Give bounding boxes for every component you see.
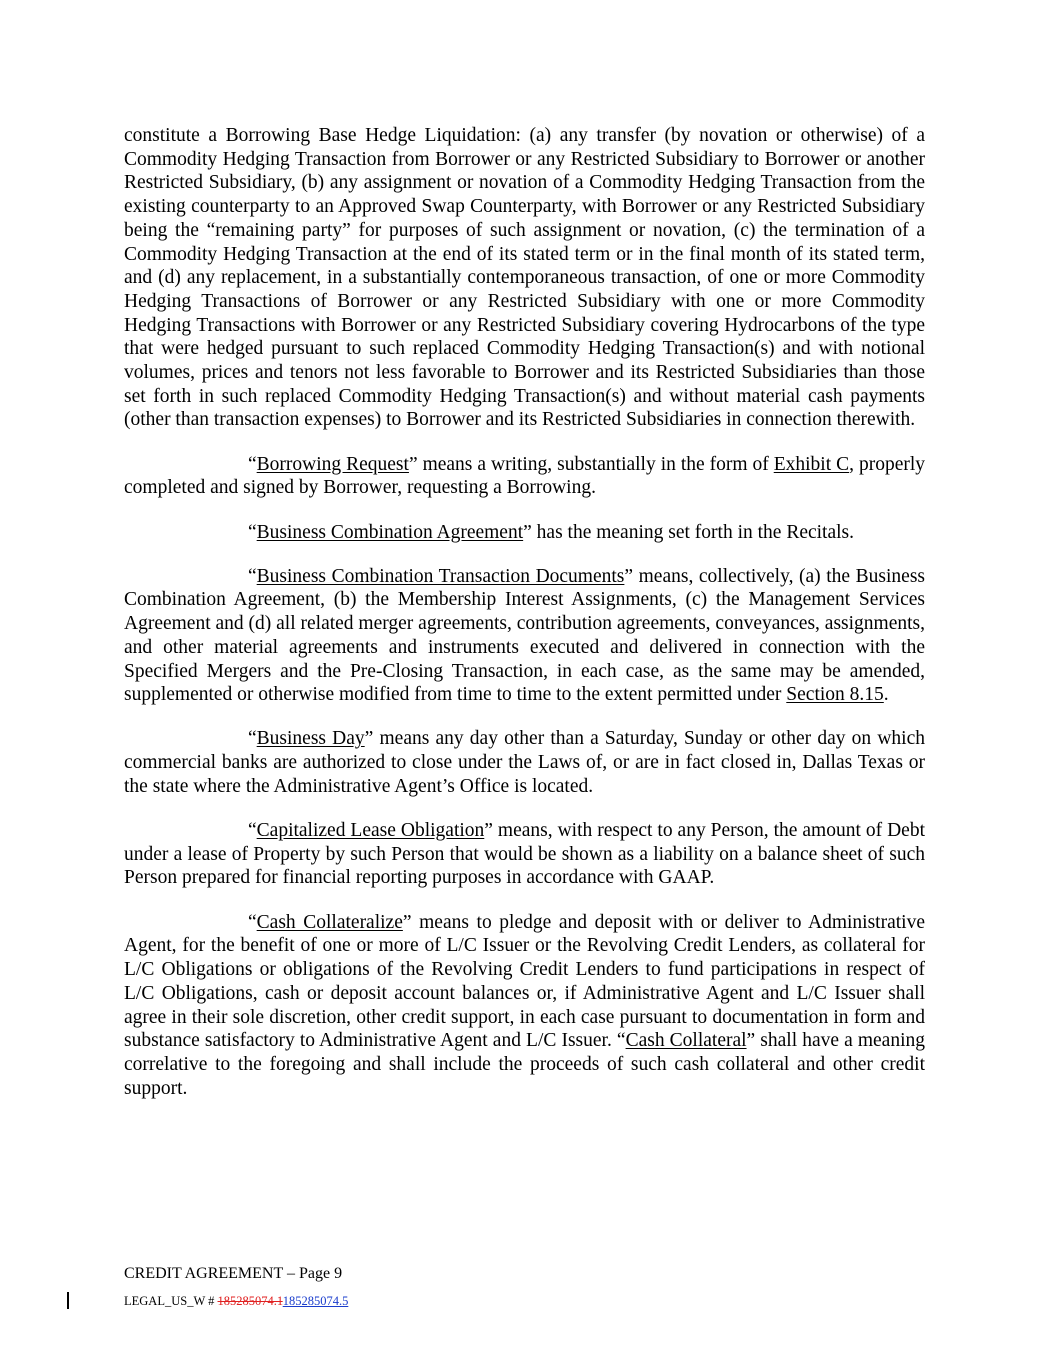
definition-text: ” shall have a meaning correlative to the foregoing and shall include the proceeds of such cash collateral and other credit support. [124,1030,925,1099]
definition-text: , properly completed and signed by Borrower, requesting a Borrowing. [124,453,926,499]
open-quote: “ [248,820,257,842]
open-quote: “ [248,565,257,587]
open-quote: “ [248,728,257,750]
definition-business-day [124,727,925,798]
definition-text: ” means any day other than a Saturday, Sunday or other day on which commercial banks are authorized to close under the Laws of, or are in fact closed in, Dallas Texas or the state where the Administrative Agent’s Office is located. [124,728,925,797]
open-quote: “ [248,911,257,933]
document-body [124,124,925,1121]
definition-text: ” means, collectively, (a) the Business Combination Agreement, (b) the Membership Interest Assignments, (c) the Management Services Agreement and (d) all related merger agreements, contribution agreements, conveyances, assignments, and other material agreements and instruments executed and delivered in connection with the Specified Mergers and the Pre-Closing Transaction, in each case, as the same may be amended, supplemented or otherwise modified from time to time to the extent permitted under [124,565,926,706]
definition-text: ” means to pledge and deposit with or deliver to Administrative Agent, for the benefit of one or more of L/C Issuer or the Revolving Credit Lenders, as collateral for L/C Obligations or obligations of the Revolving Credit Lenders to fund participations in respect of L/C Obligations, cash or deposit account balances or, if Administrative Agent and L/C Issuer shall agree in their sole discretion, other credit support, in each case pursuant to documentation in form and substance satisfactory to Administrative Agent and L/C Issuer. “ [124,911,925,1052]
deleted-revision-id: 185285074.1 [217,1294,283,1308]
definition-borrowing-request [124,453,925,500]
defined-term-secondary: Cash Collateral [625,1030,747,1052]
open-quote: “ [248,453,257,475]
definition-business-combination-transaction-documents [124,565,925,707]
legal-document-id [124,1293,348,1309]
defined-term: Business Combination Agreement [256,521,524,543]
definition-cash-collateralize [124,911,925,1101]
definition-business-combination-agreement [124,521,925,545]
definition-text: ” means, with respect to any Person, the amount of Debt under a lease of Property by such Person that would be shown as a liability on a balance sheet of such Person prepared for financial reporting purposes in accordance with GAAP. [124,820,925,889]
defined-term: Capitalized Lease Obligation [256,820,485,842]
definition-text: ” means a writing, substantially in the form of [408,453,774,475]
defined-term: Cash Collateralize [256,911,403,933]
cross-reference: Exhibit C [773,453,850,475]
definition-text: ” has the meaning set forth in the Recitals. [523,521,855,543]
definition-text: . [883,684,889,706]
page-footer-label: CREDIT AGREEMENT – Page 9 [124,1265,343,1282]
defined-term: Business Combination Transaction Documents [256,565,625,587]
paragraph-hedge-liquidation: constitute a Borrowing Base Hedge Liquidation: (a) any transfer (by novation or otherwise) of a Commodity Hedging Transaction from Borrower or any Restricted Subsidiary to Borrower or another Restricted Subsidiary, (b) any assignment or novation of a Commodity Hedging Transaction from the existing counterparty to an Approved Swap Counterparty, with Borrower or any Restricted Subsidiary being the “remaining party” for purposes of such assignment or novation, (c) the termination of a Commodity Hedging Transaction at the end of its stated term or in the final month of its stated term, and (d) any replacement, in a substantially contemporaneous transaction, of one or more Commodity Hedging Transactions of Borrower or any Restricted Subsidiary with one or more Commodity Hedging Transactions with Borrower or any Restricted Subsidiary covering Hydrocarbons of the type that were hedged pursuant to such replaced Commodity Hedging Transaction(s) and with notional volumes, prices and tenors not less favorable to Borrower and its Restricted Subsidiaries than those set forth in such replaced Commodity Hedging Transaction(s) and without material cash payments (other than transaction expenses) to Borrower and its Restricted Subsidiaries in connection therewith. [124,125,925,431]
revision-change-bar [67,1292,69,1309]
defined-term: Borrowing Request [256,453,409,475]
open-quote: “ [248,521,257,543]
defined-term: Business Day [256,728,365,750]
definition-capitalized-lease-obligation [124,819,925,890]
legal-prefix: LEGAL_US_W # [124,1294,218,1308]
cross-reference: Section 8.15 [786,684,884,706]
inserted-revision-id: 185285074.5 [282,1294,349,1308]
